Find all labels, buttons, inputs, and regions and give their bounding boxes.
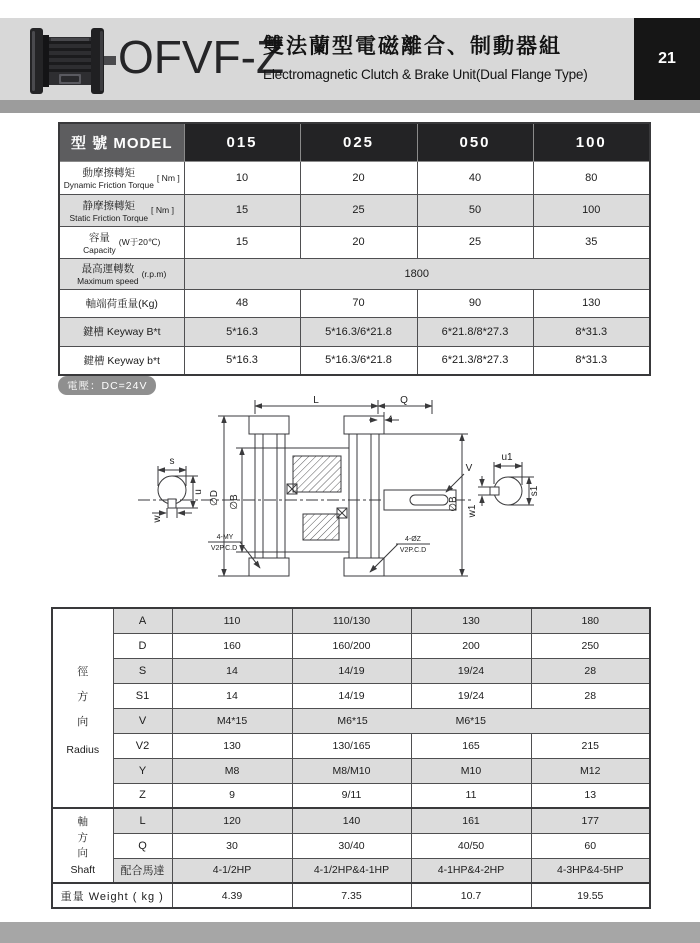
note-left-line2: V2P.C.D — [210, 545, 238, 552]
spec-label-wrap — [62, 198, 182, 223]
spec-label-zh: 軸端荷重量(Kg) — [85, 297, 158, 310]
group-label-stack — [54, 815, 112, 877]
dim-row — [52, 833, 650, 858]
dim-value: 60 — [531, 833, 650, 858]
spec-row — [59, 346, 650, 375]
dim-value: 120 — [172, 808, 292, 833]
spec-label-zh: 静摩擦轉矩 — [82, 199, 136, 212]
dim-row-label: Z — [113, 783, 172, 808]
spec-label-lines — [83, 324, 161, 339]
dim-value: 215 — [531, 733, 650, 758]
group-label-char: 徑 — [77, 666, 89, 678]
dim-label-u: u — [193, 489, 204, 495]
dim-value-merged — [292, 708, 650, 733]
dim-value: 14 — [172, 658, 292, 683]
spec-label-en: Static Friction Torque — [69, 212, 149, 223]
model-code-title: OFVF-Z — [118, 31, 285, 83]
dim-merged-values — [294, 715, 649, 727]
spec-label-lines — [64, 165, 154, 190]
spec-row — [59, 226, 650, 258]
dim-label-s1: s1 — [529, 485, 540, 497]
dim-value: 130 — [411, 608, 531, 633]
group-label-en: Shaft — [70, 864, 96, 877]
dim-row-label: L — [113, 808, 172, 833]
spec-value: 40 — [417, 161, 533, 194]
model-100-header: 100 — [533, 123, 650, 161]
model-header-label: 型 號 MODEL — [59, 123, 184, 161]
weight-row-label: 重量 Weight ( kg ) — [52, 883, 172, 908]
dim-merged-value — [530, 715, 648, 727]
dim-value: 4.39 — [172, 883, 292, 908]
spec-label-zh: 鍵槽 Keyway B*t — [82, 326, 161, 338]
dimension-table-section — [51, 607, 651, 909]
dim-value: 177 — [531, 808, 650, 833]
group-label-char: 軸 — [77, 816, 88, 829]
note-left-line1: 4-MY — [216, 534, 234, 541]
dim-row-label: V — [113, 708, 172, 733]
dim-table-body — [52, 608, 650, 908]
spec-row — [59, 258, 650, 289]
dim-value: 19.55 — [531, 883, 650, 908]
dim-value: 14/19 — [292, 683, 411, 708]
page-number-tab — [634, 18, 700, 100]
spec-value: 8*31.3 — [533, 317, 650, 346]
spec-table-section — [58, 122, 651, 376]
dim-row — [52, 608, 650, 633]
spec-table — [58, 122, 651, 376]
spec-label-unit: [ Nm ] — [156, 172, 180, 183]
shaft-keyway — [410, 495, 448, 505]
spec-row-label — [59, 289, 184, 317]
dim-value: 110 — [172, 608, 292, 633]
dim-value: 10.7 — [411, 883, 531, 908]
dim-row — [52, 858, 650, 883]
spec-label-lines — [86, 296, 158, 311]
spec-value: 6*21.8/8*27.3 — [417, 317, 533, 346]
spec-label-lines — [77, 261, 138, 286]
dim-row — [52, 658, 650, 683]
spec-label-wrap — [62, 324, 182, 339]
group-label-en: Radius — [66, 744, 100, 756]
dim-value: 11 — [411, 783, 531, 808]
spec-label-lines — [70, 198, 149, 223]
dim-value: 30/40 — [292, 833, 411, 858]
spec-row — [59, 194, 650, 226]
dim-value: 13 — [531, 783, 650, 808]
spec-label-unit: (W于20℃) — [118, 237, 161, 247]
spec-value: 5*16.3/6*21.8 — [300, 317, 417, 346]
spec-row-label — [59, 317, 184, 346]
spec-value: 15 — [184, 194, 300, 226]
dim-value: 165 — [411, 733, 531, 758]
footer-bar — [0, 922, 700, 943]
dim-row — [52, 783, 650, 808]
dim-value: M8 — [172, 758, 292, 783]
dim-label-w: w — [152, 515, 163, 523]
model-015-header: 015 — [184, 123, 300, 161]
spec-row-label — [59, 258, 184, 289]
dim-label-V: V — [465, 463, 473, 474]
page-title: 雙法蘭型電磁離合、制動器組 — [263, 35, 562, 58]
dim-value: 28 — [531, 658, 650, 683]
spec-row — [59, 161, 650, 194]
spec-value: 100 — [533, 194, 650, 226]
page-subtitle: Electromagnetic Clutch & Brake Unit(Dual Flange Type) — [263, 67, 588, 82]
spec-label-lines — [84, 353, 160, 368]
group-label-char: 向 — [77, 847, 88, 860]
spec-value: 5*16.3 — [184, 346, 300, 375]
dim-label-s: s — [169, 456, 175, 467]
note-right-line1: 4-ØZ — [405, 536, 421, 543]
spec-label-unit: (r.p.m) — [141, 268, 167, 279]
header-divider-bar — [0, 100, 700, 113]
group-label-char: 方 — [77, 691, 89, 703]
technical-drawing — [0, 390, 700, 605]
spec-label-wrap — [62, 296, 182, 311]
dim-value: 14/19 — [292, 658, 411, 683]
dim-value: 28 — [531, 683, 650, 708]
spec-value: 6*21.3/8*27.3 — [417, 346, 533, 375]
dim-group-shaft — [52, 808, 113, 883]
dim-value: 14 — [172, 683, 292, 708]
dim-row — [52, 708, 650, 733]
dim-label-4: 4 — [387, 414, 393, 424]
dim-row-label: Y — [113, 758, 172, 783]
dim-row — [52, 758, 650, 783]
dim-value: 130/165 — [292, 733, 411, 758]
dim-merged-value: M6*15 — [337, 714, 368, 727]
dim-value: 160 — [172, 633, 292, 658]
dim-row — [52, 633, 650, 658]
dim-value: 110/130 — [292, 608, 411, 633]
dim-value: 4-1/2HP — [172, 858, 292, 883]
dim-value: 40/50 — [411, 833, 531, 858]
spec-value: 130 — [533, 289, 650, 317]
note-right-line2: V2P.C.D — [399, 547, 427, 554]
dim-row-label: Q — [113, 833, 172, 858]
spec-header-row — [59, 123, 650, 161]
product-photo — [28, 24, 122, 98]
dim-row — [52, 683, 650, 708]
spec-value: 5*16.3 — [184, 317, 300, 346]
dim-value: 19/24 — [411, 683, 531, 708]
dim-value: 160/200 — [292, 633, 411, 658]
dim-row — [52, 808, 650, 833]
dim-value: 19/24 — [411, 658, 531, 683]
dim-row-label: S — [113, 658, 172, 683]
spec-row-label — [59, 226, 184, 258]
spec-label-lines — [83, 230, 116, 255]
spec-row — [59, 289, 650, 317]
dim-value: M10 — [411, 758, 531, 783]
spec-value: 25 — [300, 194, 417, 226]
spec-value-merged: 1800 — [184, 258, 650, 289]
dim-label-dia-D: ∅D — [209, 490, 220, 506]
spec-value: 15 — [184, 226, 300, 258]
spec-value: 5*16.3/6*21.8 — [300, 346, 417, 375]
dim-row-label: D — [113, 633, 172, 658]
dim-value: 30 — [172, 833, 292, 858]
dim-value: 4-3HP&4-5HP — [531, 858, 650, 883]
spec-value: 35 — [533, 226, 650, 258]
dim-value: 9/11 — [292, 783, 411, 808]
dim-row — [52, 733, 650, 758]
page-number: 21 — [658, 50, 676, 67]
spec-value: 10 — [184, 161, 300, 194]
dim-value: 161 — [411, 808, 531, 833]
spec-label-en: Dynamic Friction Torque — [63, 180, 154, 190]
dim-label-L: L — [313, 395, 319, 406]
dim-row-label: S1 — [113, 683, 172, 708]
spec-label-zh: 最高運轉数 — [81, 263, 135, 275]
spec-value: 8*31.3 — [533, 346, 650, 375]
spec-value: 20 — [300, 161, 417, 194]
spec-label-unit: [ Nm ] — [151, 205, 174, 215]
dim-row-label: V2 — [113, 733, 172, 758]
dim-label-w1: w1 — [467, 504, 478, 518]
group-label-char: 方 — [77, 831, 88, 844]
spec-label-wrap — [62, 230, 182, 255]
spec-label-zh: 容量 — [88, 231, 110, 244]
dim-value: M8/M10 — [292, 758, 411, 783]
dim-value: 7.35 — [292, 883, 411, 908]
spec-row-label — [59, 346, 184, 375]
dim-value: 9 — [172, 783, 292, 808]
spec-value: 20 — [300, 226, 417, 258]
spec-label-wrap — [62, 261, 182, 286]
model-050-header: 050 — [417, 123, 533, 161]
group-label-char: 向 — [77, 716, 89, 728]
dim-value: M4*15 — [172, 708, 292, 733]
dim-value: M12 — [531, 758, 650, 783]
dim-value: 180 — [531, 608, 650, 633]
dim-label-u1: u1 — [501, 452, 513, 463]
dim-value: 4-1HP&4-2HP — [411, 858, 531, 883]
dim-merged-value: M6*15 — [455, 714, 486, 727]
spec-label-wrap — [62, 353, 182, 368]
spec-label-en: Capacity — [83, 244, 116, 255]
model-025-header: 025 — [300, 123, 417, 161]
drawing-labels — [152, 395, 540, 554]
spec-label-zh: 鍵槽 Keyway b*t — [83, 354, 160, 367]
voltage-note-badge: 電壓：DC=24V — [58, 376, 156, 395]
dim-row-label: A — [113, 608, 172, 633]
dim-value: 4-1/2HP&4-1HP — [292, 858, 411, 883]
spec-label-zh: 動摩擦轉矩 — [82, 167, 136, 179]
dim-label-dia-B-left: ∅B — [229, 494, 240, 510]
spec-value: 70 — [300, 289, 417, 317]
spec-value: 80 — [533, 161, 650, 194]
group-label-stack — [54, 660, 112, 756]
dim-value: 200 — [411, 633, 531, 658]
dim-label-Q: Q — [400, 395, 408, 406]
dim-group-radius — [52, 608, 113, 808]
spec-label-wrap — [62, 165, 182, 190]
spec-value: 90 — [417, 289, 533, 317]
dim-row-label: 配合馬達 — [113, 858, 172, 883]
dim-label-dia-B-right: ∅B — [448, 496, 459, 512]
dim-value: 250 — [531, 633, 650, 658]
spec-value: 48 — [184, 289, 300, 317]
header-titles — [263, 30, 623, 82]
dim-value: 140 — [292, 808, 411, 833]
spec-row-label — [59, 161, 184, 194]
spec-value: 25 — [417, 226, 533, 258]
spec-table-body — [59, 161, 650, 375]
drawing-dimensions — [152, 400, 534, 576]
dimension-table — [51, 607, 651, 909]
dim-row — [52, 883, 650, 908]
dim-value: 130 — [172, 733, 292, 758]
spec-value: 50 — [417, 194, 533, 226]
spec-row — [59, 317, 650, 346]
spec-row-label — [59, 194, 184, 226]
spec-label-en: Maximum speed — [77, 276, 139, 286]
